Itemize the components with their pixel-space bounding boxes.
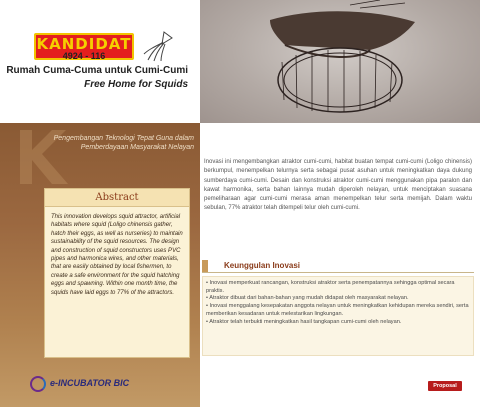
title-indonesian: Rumah Cuma-Cuma untuk Cumi-Cumi	[6, 65, 188, 76]
advantage-item: • Inovasi memperkuat rancangan, konstruksi atraktor serta penempatannya sehingga optimal secara praktis.	[206, 280, 472, 295]
title-english: Free Home for Squids	[84, 79, 188, 90]
advantages-title: Keunggulan Inovasi	[224, 261, 301, 270]
advantage-item: • Inovasi menggalang kesepakatan anggota nelayan untuk meningkatkan kehidupan mereka sendiri, serta memberikan kesadaran untuk melestarikan lingkungan.	[206, 303, 472, 318]
advantages-list	[206, 280, 472, 326]
abstract-header	[45, 189, 189, 207]
abstract-text: This innovation develops squid attractor, artificial habitats where squid (Loligo chinensis gather, hatch their eggs, as well as nurseries) to maintain sustainability of the squid resources. The design and construction of squid constructors uses PVC pipes and harmonica wires, and other materials, that are easily obtained by local fishermen, to create a safe environment for the squid hatching eggs and spawning. Within one month time, the squids have laid eggs to 77% of the attractors.	[51, 214, 183, 296]
logo-text: e-INCUBATOR BIC	[50, 378, 130, 388]
badge-title: KANDIDAT	[36, 35, 132, 53]
advantages-box	[202, 276, 474, 356]
description-text: Inovasi ini mengembangkan atraktor cumi-cumi, habitat buatan tempat cumi-cumi (Loligo chinensis) berkumpul, menempelkan telurnya serta sebagai pusat asuhan untuk meningkatkan daya dukung sumberdaya cumi-cumi. Desain dan konstruksi atraktor cumi-cumi menggunakan pipa paralon dan kawat harmonika, serta bahan lainnya mudah diperoleh nelayan, untuk menciptakan suasana pemeliharaan agar cumi-cumi merasa aman menempelkan telur serta memijah. Dalam waktu sebulan, 77% atraktor telah ditempeli telur oleh cumi-cumi.	[204, 159, 472, 212]
abstract-title: Abstract	[95, 192, 139, 203]
candidate-code: 4924 - 116	[62, 51, 106, 61]
subtitle: Pengembangan Teknologi Tepat Guna dalam Pemberdayaan Masyarakat Nelayan	[53, 135, 194, 151]
advantages-bar	[202, 260, 208, 272]
e-incubator-icon	[30, 376, 46, 392]
advantage-item: • Atraktor telah terbukti meningkatkan hasil tangkapan cumi-cumi oleh nelayan.	[206, 319, 472, 327]
abstract-box	[44, 188, 190, 358]
squid-attractor-photo	[200, 0, 480, 123]
proposal-tag: Proposal	[428, 381, 462, 391]
e-incubator-logo	[30, 374, 150, 396]
header	[0, 0, 200, 123]
squid-icon	[142, 30, 174, 62]
advantages-header	[202, 260, 474, 273]
advantage-item: • Atraktor dibuat dari bahan-bahan yang mudah didapat oleh masyarakat nelayan.	[206, 295, 472, 303]
